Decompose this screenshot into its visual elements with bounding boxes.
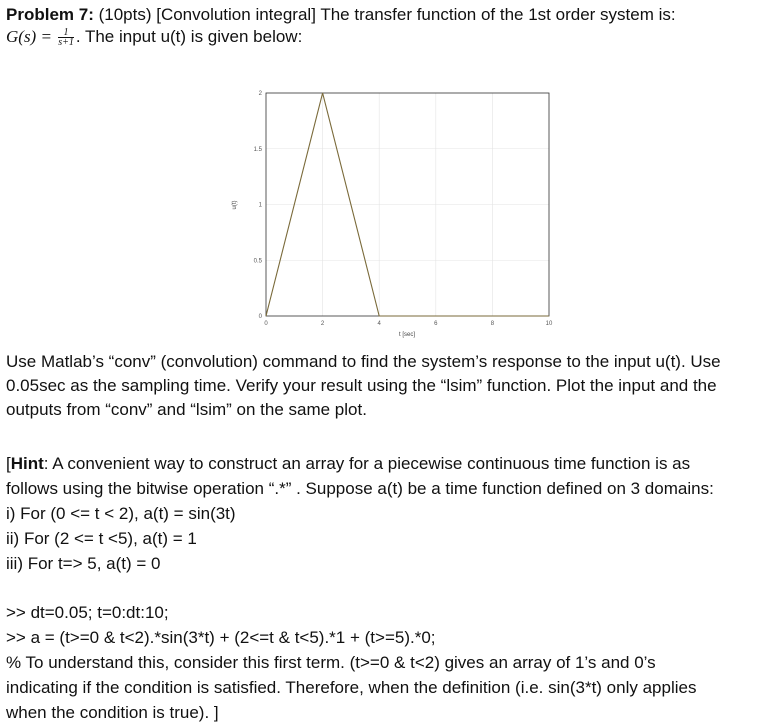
x-axis-label: t [sec]	[398, 332, 416, 338]
x-axis-ticks	[264, 321, 553, 327]
hint-line: i) For (0 <= t < 2), a(t) = sin(3t)	[6, 504, 236, 523]
transfer-function-fraction	[58, 28, 74, 47]
hint-first-line	[6, 454, 690, 474]
code-line: when the condition is true). ]	[6, 703, 219, 722]
fraction-denominator: s+1	[58, 37, 74, 49]
problem-title-line	[6, 5, 676, 25]
hint-text: : A convenient way to construct an array for a piecewise continuous time function is as	[43, 454, 691, 473]
code-line: indicating if the condition is satisfied. Therefore, when the definition (i.e. sin(3*t) only applies	[6, 678, 697, 697]
input-signal-plot	[220, 86, 565, 346]
problem-label: Problem 7:	[6, 5, 94, 24]
y-axis-label: u(t)	[232, 200, 238, 210]
problem-description: (10pts) [Convolution integral] The transfer function of the 1st order system is:	[93, 5, 676, 24]
instruction-line: Use Matlab’s “conv” (convolution) command to find the system’s response to the input u(t). Use	[6, 352, 721, 371]
input-intro: . The input u(t) is given below:	[75, 27, 303, 46]
code-line: >> dt=0.05; t=0:dt:10;	[6, 603, 169, 622]
y-tick-label: 0.5	[253, 258, 262, 265]
y-axis-ticks	[254, 91, 263, 320]
instruction-line: outputs from “conv” and “lsim” on the same plot.	[6, 400, 367, 419]
x-tick-label: 8	[490, 321, 495, 327]
x-tick-label: 6	[434, 321, 438, 327]
y-tick-label: 1.5	[253, 146, 262, 153]
x-tick-label: 2	[320, 321, 325, 327]
x-tick-label: 10	[545, 321, 553, 327]
transfer-function-line	[6, 27, 302, 47]
hint-line: iii) For t=> 5, a(t) = 0	[6, 554, 161, 573]
y-tick-label: 0	[258, 314, 262, 320]
code-line: >> a = (t>=0 & t<2).*sin(3*t) + (2<=t & t<5).*1 + (t>=5).*0;	[6, 628, 436, 647]
plot-grid	[266, 93, 549, 316]
hint-open-bracket: [	[6, 454, 11, 473]
hint-line: follows using the bitwise operation “.*” . Suppose a(t) be a time function defined on 3 domains:	[6, 479, 714, 498]
hint-line: ii) For (2 <= t <5), a(t) = 1	[6, 529, 197, 548]
fraction-numerator: 1	[58, 28, 74, 38]
y-tick-label: 2	[258, 91, 262, 97]
y-tick-label: 1	[258, 202, 262, 209]
x-tick-label: 4	[377, 321, 381, 327]
hint-label: Hint	[10, 454, 44, 473]
instruction-line: 0.05sec as the sampling time. Verify your result using the “lsim” function. Plot the input and the	[6, 376, 717, 395]
x-tick-label: 0	[264, 321, 268, 327]
transfer-function-lhs: G(s) =	[6, 27, 57, 46]
code-line: % To understand this, consider this first term. (t>=0 & t<2) gives an array of 1’s and 0’s	[6, 653, 656, 672]
